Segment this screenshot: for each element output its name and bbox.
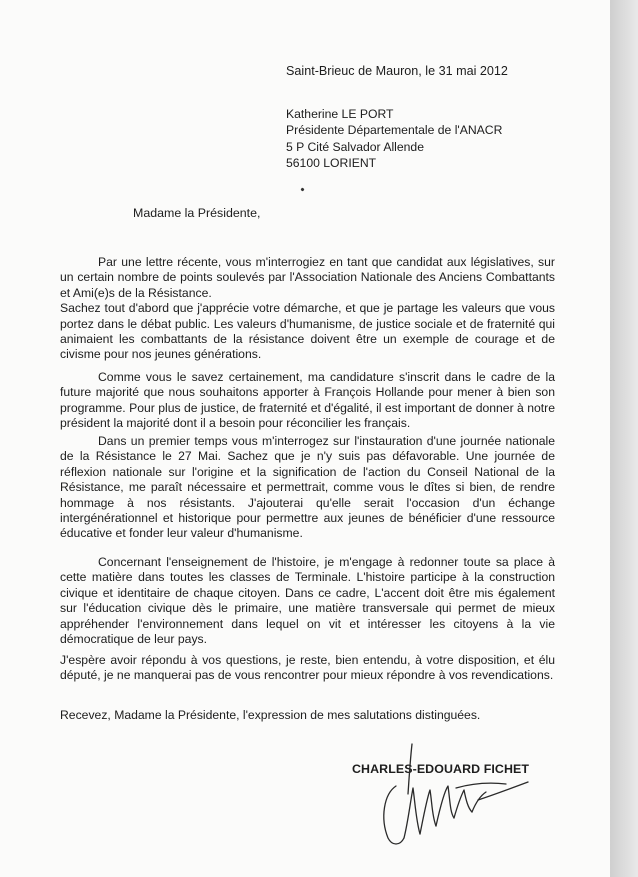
recipient-street: 5 P Cité Salvador Allende — [286, 139, 424, 154]
scan-edge — [610, 0, 638, 877]
paragraph-intro — [60, 255, 555, 363]
salutation: Madame la Présidente, — [133, 206, 261, 220]
paragraph-closing — [60, 653, 555, 684]
signer-name: CHARLES-EDOUARD FICHET — [352, 762, 530, 776]
paragraph-regards — [60, 708, 555, 723]
stray-ink-mark — [300, 187, 304, 191]
paragraph-candidacy-text: Comme vous le savez certainement, ma candidature s'inscrit dans le cadre de la future majorité que nous souhaitons apporter à François Hollande pour mener à bien son programme. Pour plus de justice, de fraternité et d'égalité, il est important de donner à notre président la majorité dont il a besoin pour réconcilier les français. — [60, 370, 555, 431]
paragraph-national-day-text: Dans un premier temps vous m'interrogez sur l'instauration d'une journée nationale de la Résistance le 27 Mai. Sachez que je n'y suis pas défavorable. Une journée de réflexion nationale sur l'origine et la signification de l'action du Conseil National de la Résistance, me paraît nécessaire et permettrait, comme vous le dîtes si bien, de rendre hommage à nos résistants. J'ajouterai qu'elle serait l'occasion d'un échange intergénérationnel et historique pour permettre aux jeunes de bénéficier d'une ressource éducative et fonder leur valeur d'humanisme. — [60, 434, 555, 541]
paragraph-national-day — [60, 434, 555, 542]
paragraph-closing-text: J'espère avoir répondu à vos questions, je reste, bien entendu, à votre disposition, et élu député, je ne manquerai pas de vous rencontrer pour mieux répondre à vos revendications. — [60, 653, 555, 683]
paragraph-history-teaching-text: Concernant l'enseignement de l'histoire, je m'engage à redonner toute sa place à cette matière dans toutes les classes de Terminale. L'histoire participe à la construction civique et identitaire de chaque citoyen. Dans ce cadre, L'accent doit être mis également sur l'éducation civique dès le primaire, une matière transversale qui permet de mieux appréhender l'environnement dans lequel on vit et intéresser les citoyens à la vie démocratique de leur pays. — [60, 555, 555, 647]
paragraph-candidacy — [60, 370, 555, 432]
handwritten-signature — [360, 742, 540, 852]
recipient-name: Katherine LE PORT — [286, 107, 394, 121]
recipient-title: Présidente Départementale de l'ANACR — [286, 123, 503, 138]
recipient-address — [286, 106, 502, 171]
paragraph-regards-text: Recevez, Madame la Présidente, l'expression de mes salutations distinguées. — [60, 708, 481, 722]
paragraph-intro-line: Par une lettre récente, vous m'interrogiez en tant que candidat aux législatives, sur un certain nombre de points soulevés par l'Association Nationale des Anciens Combattants et Ami(e)s de la Résistance. — [60, 255, 555, 300]
paragraph-history-teaching — [60, 555, 555, 647]
paragraph-values: Sachez tout d'abord que j'apprécie votre démarche, et que je partage les valeurs que vous portez dans le débat public. Les valeurs d'humanisme, de justice sociale et de fraternité qui animaient les combattants de la résistance doivent être un exemple de courage et de civisme pour nos jeunes générations. — [60, 301, 555, 362]
recipient-city: 56100 LORIENT — [286, 155, 377, 170]
place-date: Saint-Brieuc de Mauron, le 31 mai 2012 — [286, 64, 508, 78]
